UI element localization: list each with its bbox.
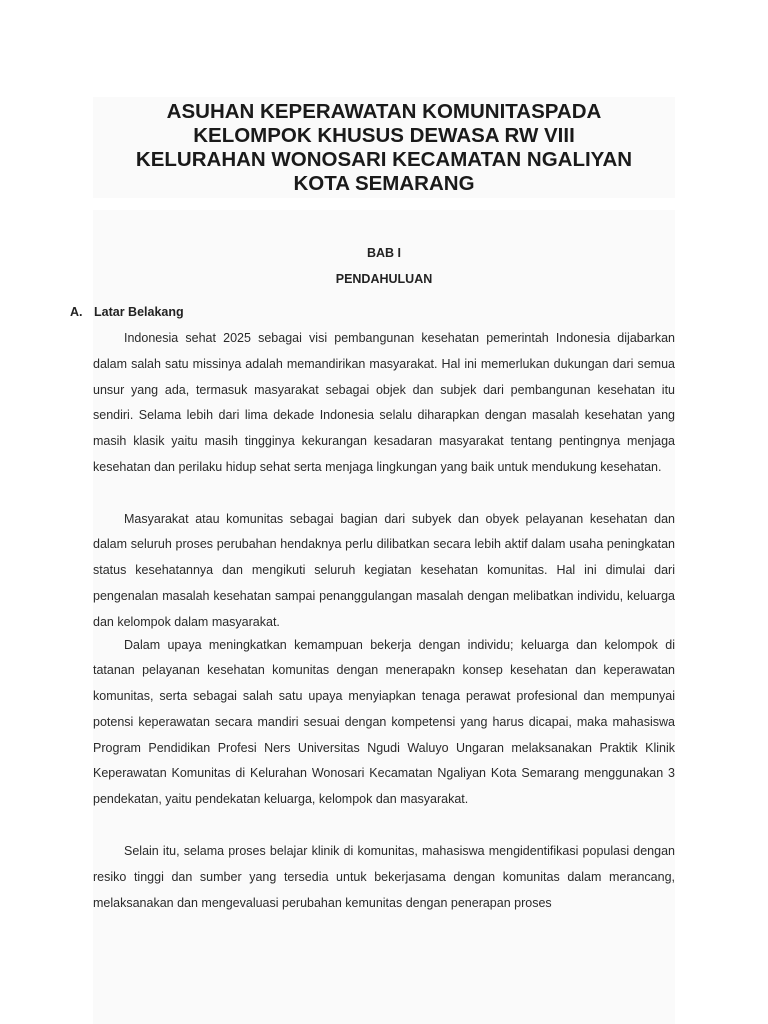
section-heading-text: Latar Belakang	[94, 305, 184, 319]
section-heading	[70, 305, 184, 319]
paragraph: Masyarakat atau komunitas sebagai bagian dari subyek dan obyek pelayanan kesehatan dan dalam seluruh proses perubahan hendaknya perlu dilibatkan secara lebih aktif dalam usaha peningkatan status kesehatannya dan mengikuti seluruh kegiatan kesehatan komunitas. Hal ini dimulai dari pengenalan masalah kesehatan sampai penanggulangan masalah dengan melibatkan individu, keluarga dan kelompok dalam masyarakat.	[93, 511, 675, 629]
title-line: KELOMPOK KHUSUS DEWASA RW VIII	[193, 124, 575, 147]
paragraph: Dalam upaya meningkatkan kemampuan bekerja dengan individu; keluarga dan kelompok di tatanan pelayanan kesehatan komunitas dengan menerapakn konsep kesehatan dan keperawatan komunitas, serta sebagai salah satu upaya menyiapkan tenaga perawat profesional dan mempunyai potensi keperawatan secara mandiri sesuai dengan kompetensi yang harus dicapai, maka mahasiswa Program Pendidikan Profesi Ners Universitas Ngudi Waluyo Ungaran melaksanakan Praktik Klinik Keperawatan Komunitas di Kelurahan Wonosari Kecamatan Ngaliyan Kota Semarang menggunakan 3 pendekatan, yaitu pendekatan keluarga, kelompok dan masyarakat.	[93, 637, 675, 807]
title-block	[93, 97, 675, 198]
title-line: KELURAHAN WONOSARI KECAMATAN NGALIYAN	[135, 148, 633, 171]
paragraph: Indonesia sehat 2025 sebagai visi pembangunan kesehatan pemerintah Indonesia dijabarkan dalam salah satu missinya adalah memandirikan masyarakat. Hal ini memerlukan dukungan dari semua unsur yang ada, termasuk masyarakat sebagai objek dan subjek dari pembangunan kesehatan itu sendiri. Selama lebih dari lima dekade Indonesia selalu diharapkan dengan masalah kesehatan yang masih klasik yaitu masih tingginya kekurangan kesadaran masyarakat tentang pentingnya menjaga kesehatan dan perilaku hidup sehat serta menjaga lingkungan yang baik untuk mendukung kesehatan.	[93, 331, 675, 474]
title-line: ASUHAN KEPERAWATAN KOMUNITASPADA	[166, 100, 602, 123]
paragraph: Selain itu, selama proses belajar klinik di komunitas, mahasiswa mengidentifikasi populasi dengan resiko tinggi dan sumber yang tersedia untuk bekerjasama dengan komunitas dalam merancang, melaksanakan dan mengevaluasi perubahan kemunitas dengan penerapan proses	[93, 844, 675, 910]
chapter-number: BAB I	[366, 246, 402, 260]
chapter-title: PENDAHULUAN	[335, 272, 433, 286]
document-title	[93, 97, 675, 196]
section-letter: A.	[70, 305, 83, 319]
title-line: KOTA SEMARANG	[293, 172, 475, 195]
